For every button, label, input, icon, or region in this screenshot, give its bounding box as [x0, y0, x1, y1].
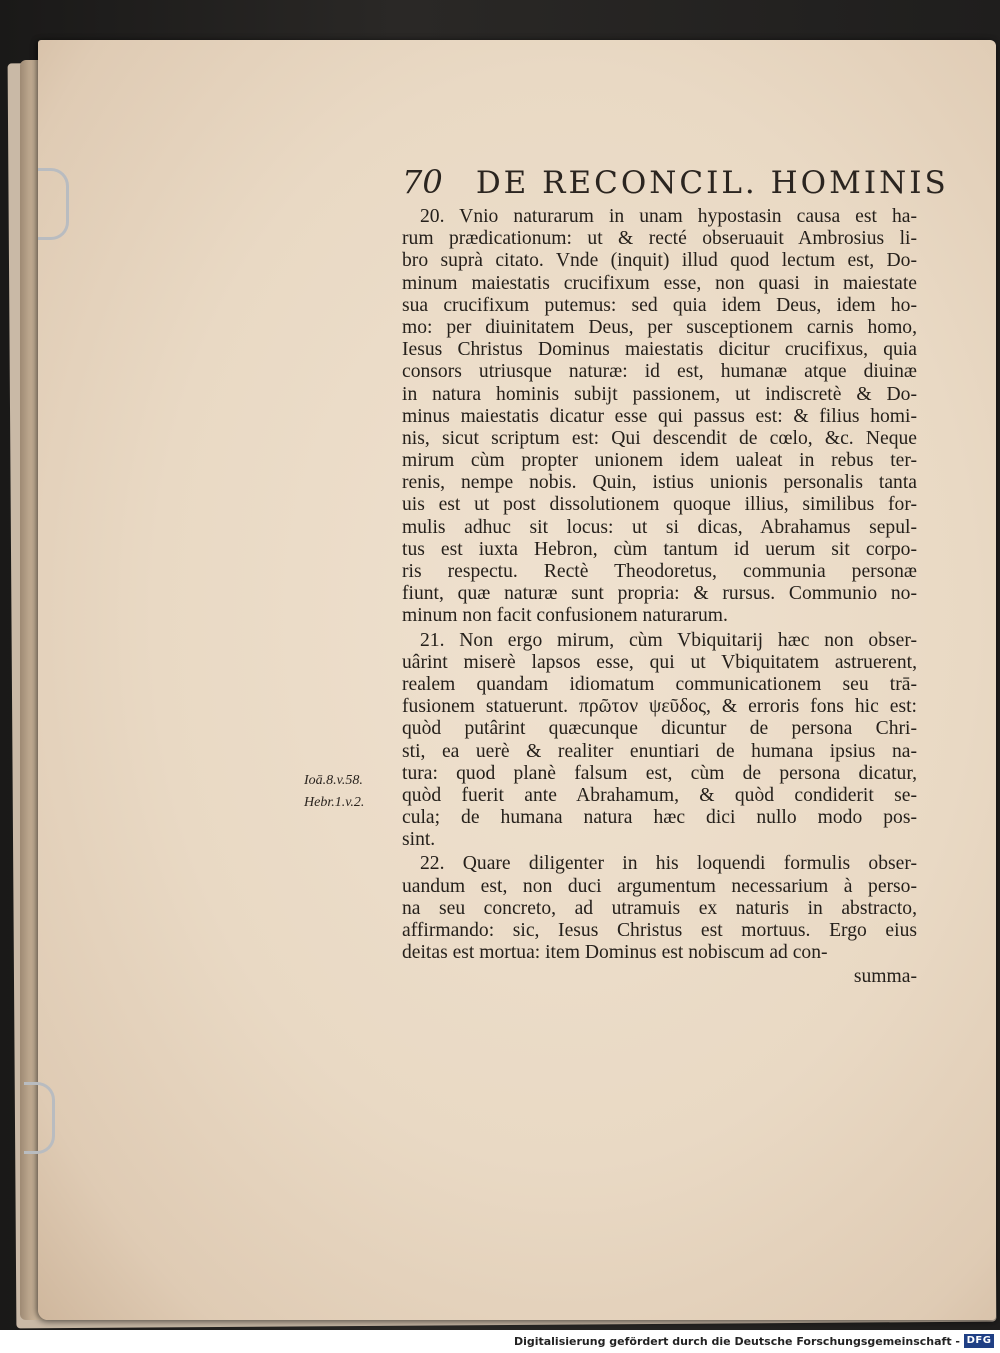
text-line: fiunt, quæ naturæ sunt propria: & rursus. Communio no-	[402, 583, 917, 605]
text-line: sti, ea uerè & realiter enuntiari de humana ipsius na-	[402, 740, 917, 762]
text-line: affirmando: sic, Iesus Christus est mortuus. Ergo eius	[402, 920, 917, 941]
text-line: quòd putârint quæcunque dicuntur de persona Chri-	[402, 718, 917, 740]
page-header	[402, 163, 949, 201]
paragraph	[402, 853, 917, 964]
text-line: deitas est mortua: item Dominus est nobiscum ad con-	[402, 942, 828, 964]
text-line: mirum cùm propter unionem idem ualeat in rebus ter-	[402, 450, 917, 472]
text-line: uandum est, non duci argumentum necessarium à perso-	[402, 875, 917, 897]
text-line: tus est iuxta Hebron, cùm tantum id uerum sit corpo-	[402, 538, 917, 560]
text-line: 22. Quare diligenter in his loquendi formulis obser-	[420, 853, 917, 875]
text-line: sint.	[402, 829, 436, 851]
text-line: Iesus Christus Dominus maiestatis dicitur crucifixus, quia	[402, 339, 917, 361]
text-line: rum prædicationum: ut & recté obseruauit Ambrosius li-	[402, 228, 917, 250]
text-line: tura: quod planè falsum est, cùm de persona dicatur,	[402, 762, 917, 784]
text-line: na seu concreto, ad utramuis ex naturis in abstracto,	[402, 897, 917, 919]
text-line: uârint miserè lapsos esse, qui ut Vbiquitatem astruerent,	[402, 651, 917, 673]
text-line: in natura hominis subijt passionem, ut indiscretè & Do-	[402, 383, 917, 405]
text-line: mo: per diuinitatem Deus, per susceptionem carnis homo,	[402, 316, 917, 338]
text-line: ris respectu. Rectè Theodoretus, communia personæ	[402, 561, 917, 582]
text-line: fusionem statuerunt. πρῶτον ψεῦδος, & erroris fons hic est:	[402, 696, 917, 718]
text-line: bro suprà citato. Vnde (inquit) illud quod lectum est, Do-	[402, 250, 917, 272]
text-line: 20. Vnio naturarum in unam hypostasin causa est ha-	[420, 206, 917, 227]
marginal-note: Ioā.8.v.58.	[304, 773, 363, 788]
dfg-logo: DFG	[964, 1334, 994, 1348]
text-line: minum maiestatis crucifixum esse, non quasi in maiestate	[402, 272, 917, 294]
text-line: renis, nempe nobis. Quin, istius unionis personalis tanta	[402, 472, 917, 494]
text-line: cula; de humana natura hæc dici nullo modo pos-	[402, 807, 917, 829]
running-head: DE RECONCIL. HOMINIS	[475, 165, 949, 201]
paragraph	[402, 206, 917, 628]
paper-clip-icon	[24, 1082, 55, 1154]
paper-clip-icon	[38, 168, 69, 240]
text-line: minus maiestatis dicatur esse qui passus est: & filius homi-	[402, 405, 917, 427]
text-line: 21. Non ergo mirum, cùm Vbiquitarij hæc non obser-	[420, 629, 917, 651]
catchword: summa-	[853, 966, 917, 988]
text-line: sua crucifixum putemus: sed quia idem Deus, idem ho-	[402, 294, 917, 316]
text-line: uis est ut post dissolutionem quoque illius, similibus for-	[402, 494, 917, 516]
text-line: minum non facit confusionem naturarum.	[402, 605, 728, 627]
text-line: realem quandam idiomatum communicationem seu trā-	[402, 673, 917, 695]
body-text	[402, 206, 917, 989]
text-line: consors utriusque naturæ: id est, humanæ atque diuinæ	[402, 361, 917, 383]
paragraph	[402, 630, 917, 852]
page-number: 70	[402, 163, 443, 201]
marginal-note: Hebr.1.v.2.	[304, 795, 365, 810]
text-line: nis, sicut scriptum est: Qui descendit de cœlo, &c. Neque	[402, 427, 917, 449]
text-line: quòd fuerit ante Abrahamum, & quòd condiderit se-	[402, 784, 917, 806]
text-line: mulis adhuc sit locus: ut si dicas, Abrahamus sepul-	[402, 516, 917, 538]
digitization-credit: Digitalisierung gefördert durch die Deutsche Forschungsgemeinschaft -	[513, 1335, 960, 1348]
